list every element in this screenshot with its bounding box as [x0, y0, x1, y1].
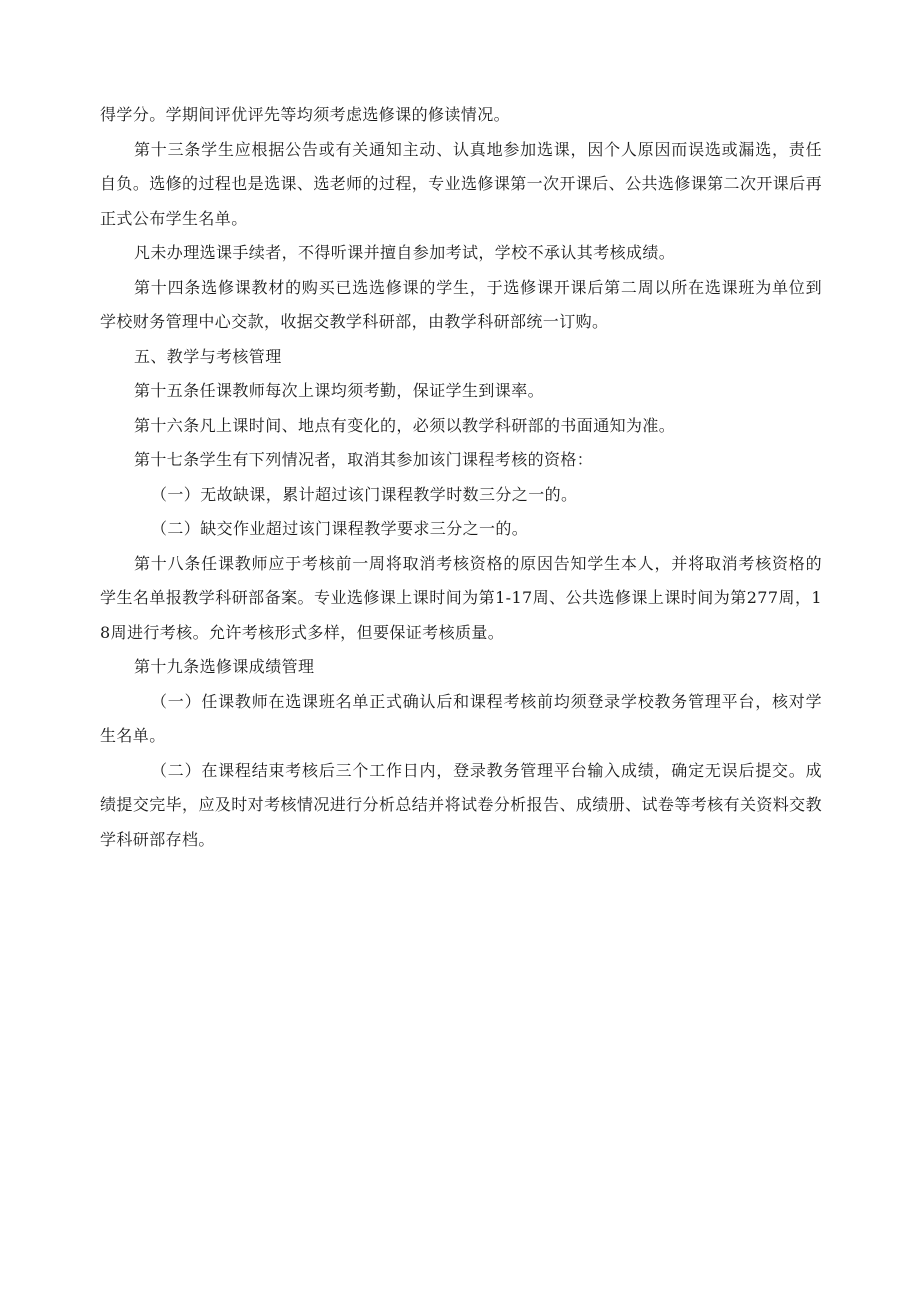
document-body [100, 98, 822, 857]
article-16-paragraph: 第十六条凡上课时间、地点有变化的，必须以教学科研部的书面通知为准。 [134, 415, 676, 435]
article-17-item-2: （二）缺交作业超过该门课程教学要求三分之一的。 [151, 519, 529, 538]
article-17-item-1: （一）无故缺课，累计超过该门课程教学时数三分之一的。 [151, 484, 578, 504]
article-18-paragraph: 第十八条任课教师应于考核前一周将取消考核资格的原因告知学生本人，并将取消考核资格的学生名单报教学科研部备案。专业选修课上课时间为第1-17周、公共选修课上课时间为第277周，18周进行考核。允许考核形式多样，但要保证考核质量。 [100, 553, 822, 642]
article-14-paragraph: 第十四条选修课教材的购买已选选修课的学生，于选修课开课后第二周以所在选课班为单位到学校财务管理中心交款，收据交教学科研部，由教学科研部统一订购。 [100, 277, 822, 331]
paragraph-continuation: 得学分。学期间评优评先等均须考虑选修课的修读情况。 [100, 105, 511, 124]
section-5-heading: 五、教学与考核管理 [134, 346, 282, 366]
article-19-item-2: （二）在课程结束考核后三个工作日内，登录教务管理平台输入成绩，确定无误后提交。成绩提交完毕，应及时对考核情况进行分析总结并将试卷分析报告、成绩册、试卷等考核有关资料交教学科研部存档。 [100, 760, 822, 849]
article-15-paragraph: 第十五条任课教师每次上课均须考勤，保证学生到课率。 [134, 381, 545, 400]
article-19-heading: 第十九条选修课成绩管理 [134, 657, 315, 676]
article-17-paragraph: 第十七条学生有下列情况者，取消其参加该门课程考核的资格： [134, 450, 594, 469]
registration-notice-paragraph: 凡未办理选课手续者，不得听课并擅自参加考试，学校不承认其考核成绩。 [134, 243, 676, 262]
article-19-item-1: （一）任课教师在选课班名单正式确认后和课程考核前均须登录学校教务管理平台，核对学生名单。 [100, 691, 822, 745]
article-13-paragraph: 第十三条学生应根据公告或有关通知主动、认真地参加选课，因个人原因而误选或漏选，责任自负。选修的过程也是选课、选老师的过程，专业选修课第一次开课后、公共选修课第二次开课后再正式公布学生名单。 [100, 139, 822, 228]
